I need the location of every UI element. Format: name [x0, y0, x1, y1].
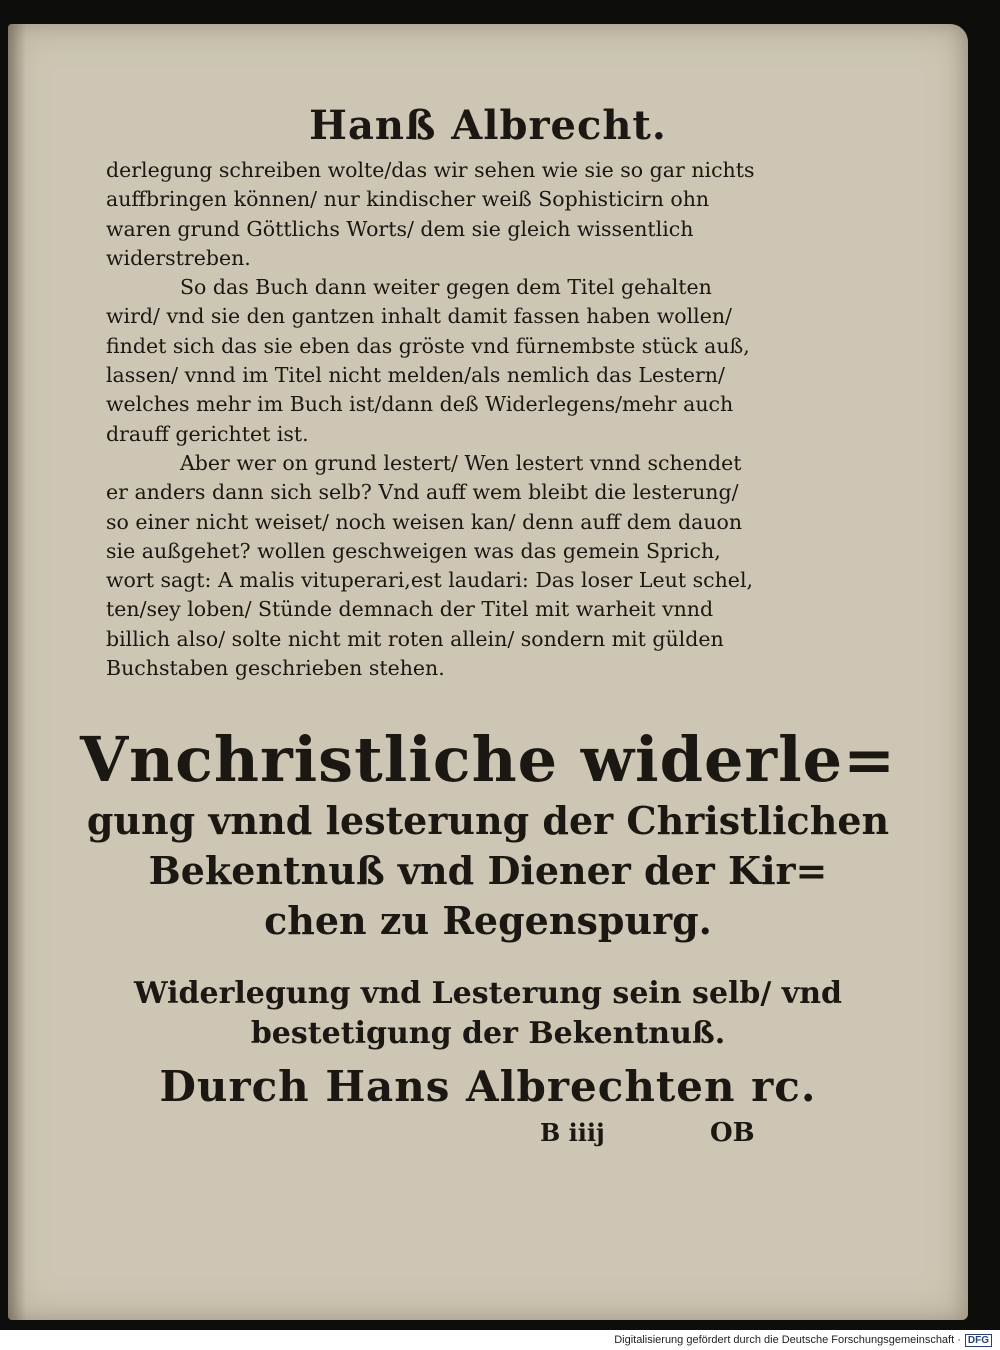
heading-line: Bekentnuß vnd Diener der Kir= — [148, 848, 828, 893]
page-spine-shadow — [8, 24, 26, 1320]
signature-mark: B iiij — [540, 1118, 605, 1147]
body-line: Buchstaben geschrieben stehen. — [106, 656, 445, 681]
body-line: widerstreben. — [106, 245, 251, 270]
body-line: Aber wer on grund lestert/ Wen lestert vnnd schendet — [180, 450, 742, 475]
body-line: waren grund Göttlichs Worts/ dem sie gleich wissentlich — [106, 216, 694, 241]
body-line: lassen/ vnnd im Titel nicht melden/als nemlich das Lestern/ — [106, 363, 725, 388]
body-line: derlegung schreiben wolte/das wir sehen wie sie so gar nichts — [106, 158, 755, 182]
body-line: ten/sey loben/ Stünde demnach der Titel mit warheit vnnd — [106, 597, 714, 622]
body-line: sie außgehet? wollen geschweigen was das gemein Sprich, — [106, 538, 721, 563]
book-page — [8, 24, 968, 1320]
running-head: Hanß Albrecht. — [309, 102, 667, 149]
dfg-logo: DFG — [965, 1334, 992, 1347]
byline: Durch Hans Albrechten rc. — [159, 1062, 817, 1111]
heading-line: gung vnnd lesterung der Christlichen — [86, 798, 890, 843]
body-line: so einer nicht weiset/ noch weisen kan/ denn auff dem dauon — [106, 509, 743, 534]
subheading-line: bestetigung der Bekentnuß. — [250, 1016, 726, 1051]
body-line: auffbringen können/ nur kindischer weiß Sophisticirn ohn — [106, 187, 710, 212]
body-line: findet sich das sie eben das gröste vnd fürnembste stück auß, — [106, 333, 750, 358]
body-line: welches mehr im Buch ist/dann deß Widerlegens/mehr auch — [106, 392, 734, 417]
catchword: OB — [710, 1118, 755, 1148]
body-line: drauff gerichtet ist. — [106, 421, 309, 446]
body-line: billich also/ solte nicht mit roten allein/ sondern mit gülden — [106, 626, 724, 651]
heading-line: chen zu Regenspurg. — [264, 898, 712, 943]
digitization-credit — [614, 1334, 992, 1347]
heading-line: Vnchristliche widerle= — [79, 723, 897, 796]
body-line: So das Buch dann weiter gegen dem Titel gehalten — [180, 275, 712, 300]
body-text — [106, 156, 772, 683]
credit-text: Digitalisierung gefördert durch die Deutsche Forschungsgemeinschaft · — [614, 1334, 961, 1346]
subheading-line: Widerlegung vnd Lesterung sein selb/ vnd — [133, 976, 843, 1011]
body-line: wort sagt: A malis vituperari,est laudari: Das loser Leut schel, — [106, 568, 754, 593]
body-line: wird/ vnd sie den gantzen inhalt damit fassen haben wollen/ — [106, 304, 732, 329]
body-line: er anders dann sich selb? Vnd auff wem bleibt die lesterung/ — [106, 480, 739, 505]
section-subheading — [8, 974, 968, 1054]
section-heading — [8, 724, 968, 946]
